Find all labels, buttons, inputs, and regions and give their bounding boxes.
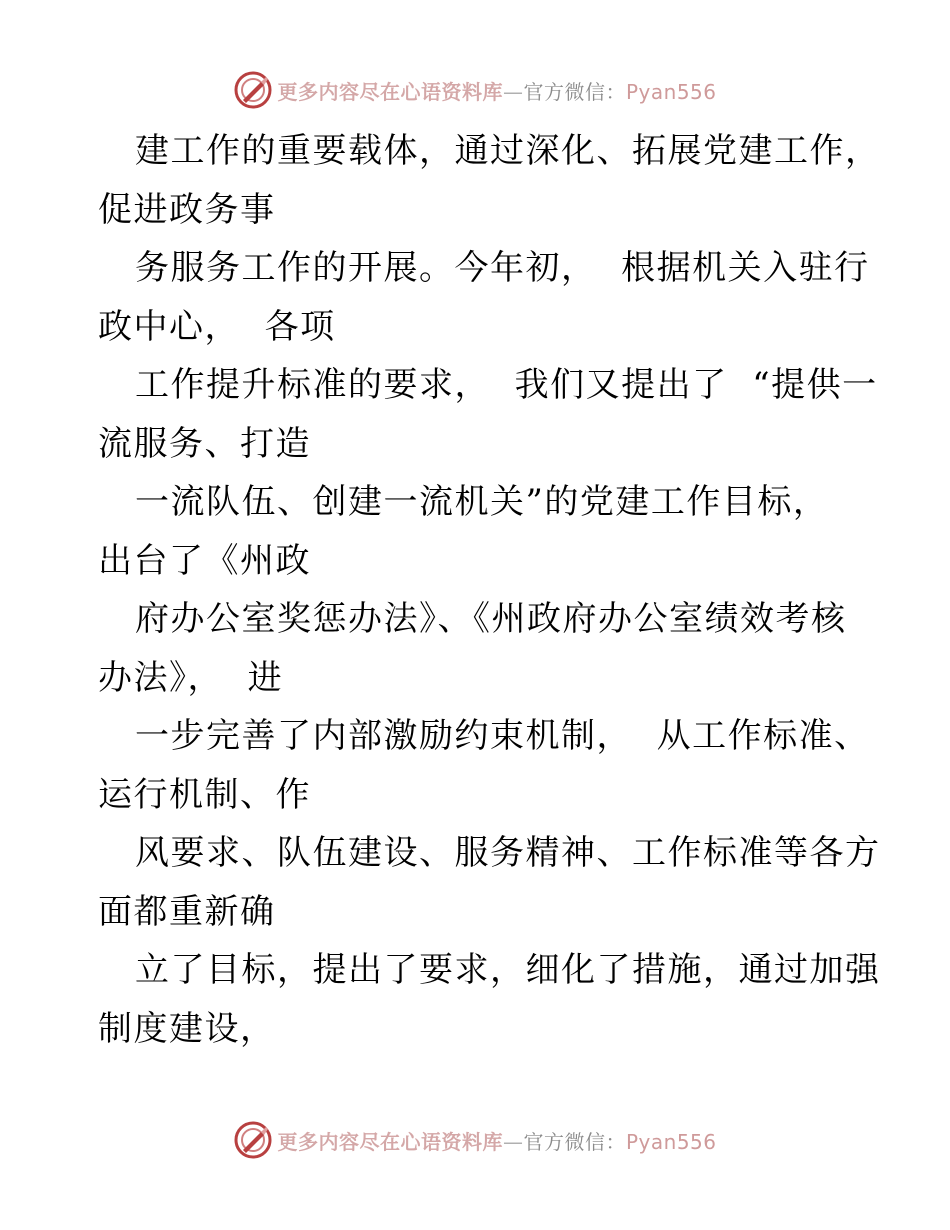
text-line: 流服务、打造 <box>98 423 311 464</box>
text-line: 务服务工作的开展。今年初， 根据机关入驻行 <box>135 248 870 288</box>
footer-wechat-id: Pyan556 <box>625 1129 717 1154</box>
text-line: 促进政务事 <box>98 189 276 230</box>
footer-watermark <box>0 1118 950 1162</box>
footer-wechat-label: 官方微信： <box>523 1129 626 1154</box>
footer-site-name: 更多内容尽在心语资料库 <box>277 1129 503 1154</box>
text-line: 一流队伍、创建一流机关”的党建工作目标， <box>135 482 829 522</box>
text-line: 制度建设， <box>98 1008 276 1049</box>
text-line: 工作提升标准的要求， 我们又提出了 “提供一 <box>135 365 878 405</box>
text-line: 府办公室奖惩办法》、《州政府办公室绩效考核 <box>135 599 847 639</box>
text-line: 建工作的重要载体，通过深化、拓展党建工作， <box>135 131 881 171</box>
text-line: 出台了《州政 <box>98 540 311 581</box>
footer-separator: — <box>502 1129 524 1154</box>
text-line: 办法》， 进 <box>98 657 284 698</box>
text-line: 政中心， 各项 <box>98 306 336 347</box>
header-watermark <box>0 68 950 112</box>
document-body <box>98 122 881 1058</box>
text-line: 一步完善了内部激励约束机制， 从工作标准、 <box>135 716 870 756</box>
text-line: 立了目标，提出了要求，细化了措施，通过加强 <box>135 950 881 990</box>
header-site-name: 更多内容尽在心语资料库 <box>277 79 503 104</box>
text-line: 风要求、队伍建设、服务精神、工作标准等各方 <box>135 833 881 873</box>
logo-icon <box>233 1120 273 1160</box>
header-separator: — <box>502 79 524 104</box>
header-wechat-id: Pyan556 <box>625 79 717 104</box>
text-line: 面都重新确 <box>98 891 276 932</box>
header-wechat-label: 官方微信： <box>523 79 626 104</box>
text-line: 运行机制、作 <box>98 774 311 815</box>
logo-icon <box>233 70 273 110</box>
